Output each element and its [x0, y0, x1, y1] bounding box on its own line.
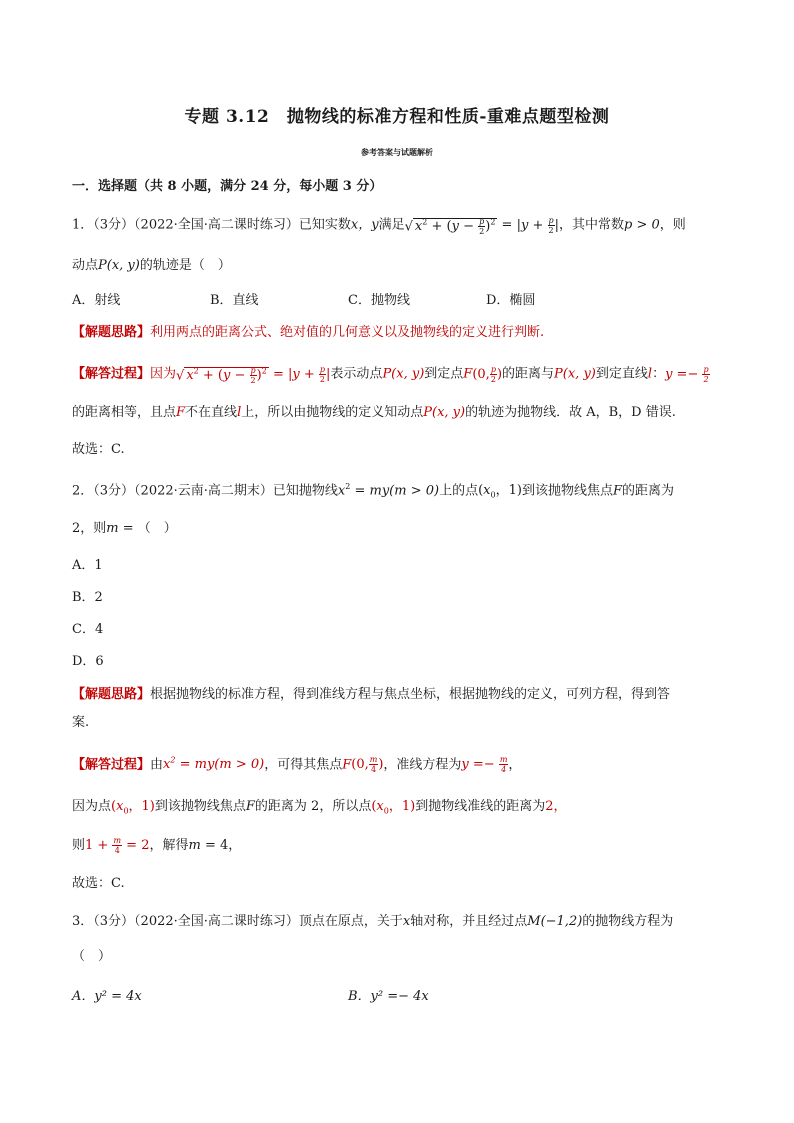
q3-option-a: A．y² = 4x [72, 989, 142, 1004]
q1-solution-process-line2: 的距离相等，且点F不在直线l上，所以由抛物线的定义知动点P(x, y)的轨迹为抛物线．故 A，B，D 错误. [72, 405, 676, 420]
q3-stem-line1: 3．（3分）（2022·全国·高二课时练习）顶点在原点，关于x轴对称，并且经过点M(−1,2)的抛物线方程为 [72, 914, 674, 929]
q2-solution-idea: 【解题思路】根据抛物线的标准方程，得到准线方程与焦点坐标，根据抛物线的定义，可列方程，得到答 [72, 687, 671, 702]
q1-answer: 故选：C. [72, 442, 125, 457]
q2-option-c: C．4 [72, 622, 104, 637]
page-title: 专题 3.12 抛物线的标准方程和性质-重难点题型检测 [184, 107, 610, 127]
q1-stem-line1: 1．（3分）（2022·全国·高二课时练习）已知实数x，y满足√ $x^2 + (y$ − $\frac{p}{2}$ )$^2$ = |y + $\frac{p}{2}$ |，其中常数p > 0，则 [72, 213, 686, 237]
q3-option-b: B．y² =− 4x [348, 989, 429, 1004]
q1-stem-line2: 动点P(x, y)的轨迹是（ ） [72, 258, 231, 273]
q1-option-a: A．射线 [72, 293, 121, 308]
q2-solution-idea-cont: 案. [72, 715, 90, 730]
page-subtitle: 参考答案与试题解析 [361, 147, 433, 157]
q2-option-b: B．2 [72, 590, 103, 605]
q1-radical-expression: √ $x^2 + (y$ − $\frac{p}{2}$ )$^2$ [404, 217, 496, 237]
q1-option-d: D．椭圆 [486, 293, 536, 308]
q2-solution-process-line3: 则1 + $\frac{m}{4}$ = 2，解得m = 4， [72, 836, 242, 855]
q2-solution-process-line2: 因为点($x_0$，1)到该抛物线焦点F的距离为 2，所以点($x_0$，1)到抛物线准线的距离为2， [72, 799, 567, 816]
q2-option-d: D．6 [72, 654, 104, 669]
q2-answer: 故选：C. [72, 876, 125, 891]
section-heading: 一．选择题（共 8 小题，满分 24 分，每小题 3 分） [72, 179, 383, 194]
q1-solution-process-line1: 【解答过程】因为√ $x^2 + (y$ − $\frac{p}{2}$ )$^2$ = |y + $\frac{p}{2}$ |表示动点P(x, y)到定点F(0, $\frac{p}{2}$ )的距离与P(x, y)到定直线l：y =− $\frac{p}{2}$ [72, 364, 709, 386]
q1-option-c: C．抛物线 [348, 293, 410, 308]
q2-solution-process-line1: 【解答过程】由$x^2 = my(m > 0)$，可得其焦点F(0, $\frac{m}{4}$ )，准线方程为y =− $\frac{m}{4}$ ， [72, 755, 522, 775]
q1-solution-idea: 【解题思路】利用两点的距离公式、绝对值的几何意义以及抛物线的定义进行判断. [72, 325, 545, 340]
q2-stem-line2: 2，则m = （ ） [72, 521, 177, 536]
q1-option-b: B．直线 [210, 293, 259, 308]
q3-stem-line2: （ ） [72, 949, 112, 964]
q2-option-a: A．1 [72, 558, 103, 573]
q2-stem-line1: 2．（3分）（2022·云南·高二期末）已知抛物线$x^2 = my(m > 0)$上的点($x_0$，1)到该抛物线焦点F的距离为 [72, 482, 675, 500]
